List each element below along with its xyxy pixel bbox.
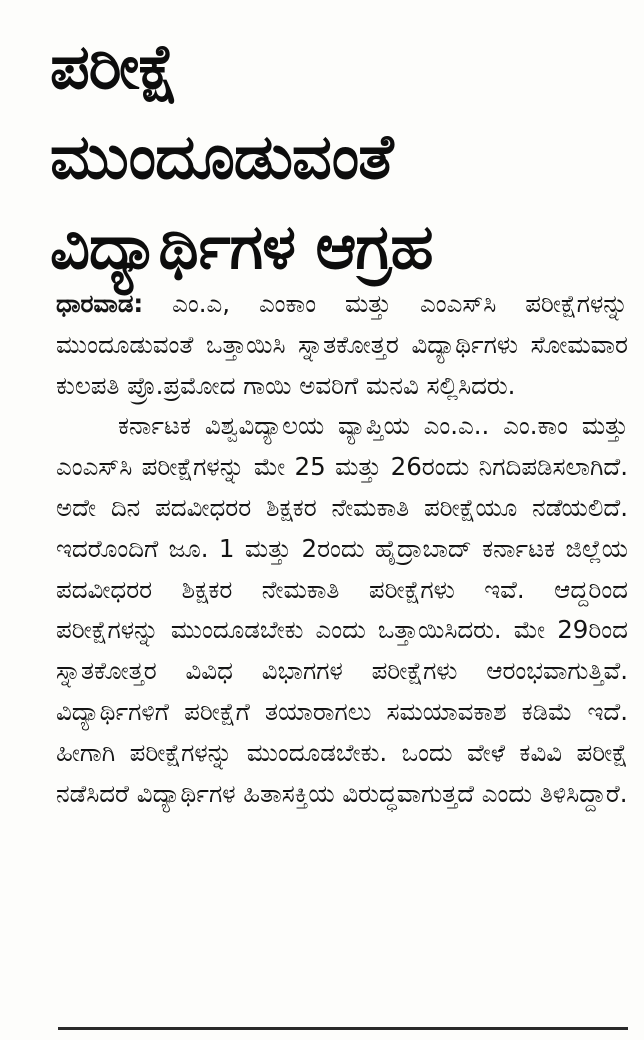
article-body [56,284,628,814]
headline-line-2: ಮುಂದೂಡುವಂತೆ [50,120,393,193]
dateline: ಧಾರವಾಡ: [56,289,144,318]
bottom-rule [58,1027,628,1030]
paragraph-1 [56,284,628,406]
headline [50,22,620,292]
headline-line-3: ವಿದ್ಯಾರ್ಥಿಗಳ ಆಗ್ರಹ [50,210,433,283]
paragraph-1-text: ಎಂ.ಎ, ಎಂಕಾಂ ಮತ್ತು ಎಂಎಸ್‌ಸಿ ಪರೀಕ್ಷೆಗಳನ್ನು ಮುಂದೂಡುವಂತೆ ಒತ್ತಾಯಿಸಿ ಸ್ನಾತಕೋತ್ತರ ವಿದ್ಯಾರ್ಥಿಗಳು ಸೋಮವಾರ ಕುಲಪತಿ ಪ್ರೊ.ಪ್ರಮೋದ ಗಾಯಿ ಅವರಿಗೆ ಮನವಿ ಸಲ್ಲಿಸಿದರು. [56,289,628,400]
headline-line-1: ಪರೀಕ್ಷೆ [50,30,178,103]
paragraph-2: ಕರ್ನಾಟಕ ವಿಶ್ವವಿದ್ಯಾಲಯ ವ್ಯಾಪ್ತಿಯ ಎಂ.ಎ.. ಎಂ.ಕಾಂ ಮತ್ತು ಎಂಎಸ್‌ಸಿ ಪರೀಕ್ಷೆಗಳನ್ನು ಮೇ 25 ಮತ್ತು 26ರಂದು ನಿಗದಿಪಡಿಸಲಾಗಿದೆ. ಅದೇ ದಿನ ಪದವೀಧರರ ಶಿಕ್ಷಕರ ನೇಮಕಾತಿ ಪರೀಕ್ಷೆಯೂ ನಡೆಯಲಿದೆ. ಇದರೊಂದಿಗೆ ಜೂ. 1 ಮತ್ತು 2ರಂದು ಹೈದ್ರಾಬಾದ್ ಕರ್ನಾಟಕ ಜಿಲ್ಲೆಯ ಪದವೀಧರರ ಶಿಕ್ಷಕರ ನೇಮಕಾತಿ ಪರೀಕ್ಷೆಗಳು ಇವೆ. ಆದ್ದರಿಂದ ಪರೀಕ್ಷೆಗಳನ್ನು ಮುಂದೂಡಬೇಕು ಎಂದು ಒತ್ತಾಯಿಸಿದರು. ಮೇ 29ರಿಂದ ಸ್ನಾತಕೋತ್ತರ ವಿವಿಧ ವಿಭಾಗಗಳ ಪರೀಕ್ಷೆಗಳು ಆರಂಭವಾಗುತ್ತಿವೆ. ವಿದ್ಯಾರ್ಥಿಗಳಿಗೆ ಪರೀಕ್ಷೆಗೆ ತಯಾರಾಗಲು ಸಮಯಾವಕಾಶ ಕಡಿಮೆ ಇದೆ. ಹೀಗಾಗಿ ಪರೀಕ್ಷೆಗಳನ್ನು ಮುಂದೂಡಬೇಕು. ಒಂದು ವೇಳೆ ಕವಿವಿ ಪರೀಕ್ಷೆ ನಡೆಸಿದರೆ ವಿದ್ಯಾರ್ಥಿಗಳ ಹಿತಾಸಕ್ತಿಯ ವಿರುದ್ಧವಾಗುತ್ತದೆ ಎಂದು ತಿಳಿಸಿದ್ದಾರೆ. [56,411,628,808]
